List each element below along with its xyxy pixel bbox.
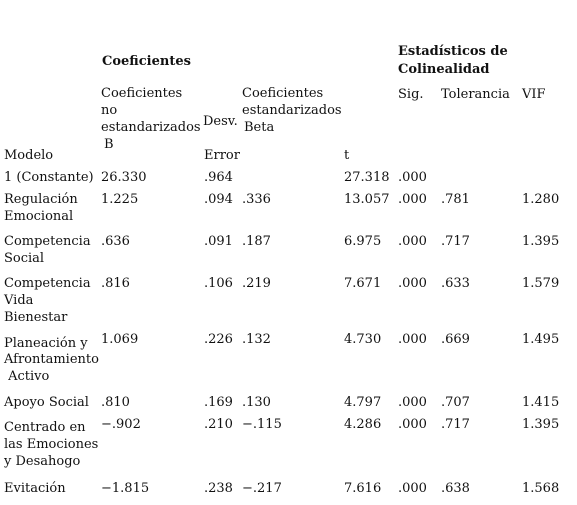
cell-vif: 1.415 — [522, 395, 560, 410]
cell-tolerancia: .638 — [441, 481, 470, 496]
desv-header: Desv. — [203, 114, 238, 129]
cell-error: .094 — [204, 192, 233, 207]
column-b-header: B — [104, 137, 114, 152]
cell-vif: 1.395 — [522, 417, 560, 432]
cell-b: .636 — [101, 234, 130, 249]
cell-vif: 1.579 — [522, 276, 560, 291]
cell-b: 26.330 — [101, 170, 147, 185]
cell-sig: .000 — [398, 417, 427, 432]
no-estandarizados-line3: estandarizados — [101, 120, 201, 135]
cell-tolerancia: .717 — [441, 417, 470, 432]
cell-error: .238 — [204, 481, 233, 496]
cell-t: 4.797 — [344, 395, 382, 410]
row-label: Vida — [4, 293, 34, 308]
cell-beta: .130 — [242, 395, 271, 410]
row-label: y Desahogo — [4, 454, 81, 469]
cell-tolerancia: .633 — [441, 276, 470, 291]
cell-beta: −.115 — [242, 417, 282, 432]
cell-sig: .000 — [398, 170, 427, 185]
cell-sig: .000 — [398, 332, 427, 347]
cell-sig: .000 — [398, 276, 427, 291]
cell-tolerancia: .781 — [441, 192, 470, 207]
cell-sig: .000 — [398, 481, 427, 496]
no-estandarizados-line2: no — [101, 103, 118, 118]
cell-b: −.902 — [101, 417, 141, 432]
row-label: Centrado en — [4, 420, 86, 435]
estandarizados-line2: estandarizados — [242, 103, 342, 118]
cell-error: .210 — [204, 417, 233, 432]
row-label: Competencia — [4, 276, 91, 291]
sig-header: Sig. — [398, 87, 424, 102]
cell-sig: .000 — [398, 234, 427, 249]
cell-vif: 1.280 — [522, 192, 560, 207]
beta-header: Beta — [244, 120, 275, 135]
cell-vif: 1.495 — [522, 332, 560, 347]
row-label: Planeación y — [4, 336, 88, 351]
cell-b: .816 — [101, 276, 130, 291]
row-label: Social — [4, 251, 45, 266]
cell-sig: .000 — [398, 395, 427, 410]
row-label: Emocional — [4, 209, 74, 224]
row-label: Activo — [4, 369, 50, 384]
cell-b: .810 — [101, 395, 130, 410]
cell-b: 1.225 — [101, 192, 139, 207]
estadisticos-header-line2: Colinealidad — [398, 62, 490, 77]
cell-t: 13.057 — [344, 192, 390, 207]
row-label: Regulación — [4, 192, 78, 207]
cell-vif: 1.395 — [522, 234, 560, 249]
row-label: las Emociones — [4, 437, 99, 452]
cell-t: 7.671 — [344, 276, 382, 291]
cell-error: .106 — [204, 276, 233, 291]
cell-vif: 1.568 — [522, 481, 560, 496]
modelo-header: Modelo — [4, 148, 54, 163]
cell-beta: .219 — [242, 276, 271, 291]
tolerancia-header: Tolerancia — [441, 87, 510, 102]
row-label: Afrontamiento — [4, 352, 99, 367]
cell-error: .226 — [204, 332, 233, 347]
cell-beta: −.217 — [242, 481, 282, 496]
row-label: Bienestar — [4, 310, 68, 325]
cell-error: .964 — [204, 170, 233, 185]
no-estandarizados-line1: Coeficientes — [101, 86, 183, 101]
cell-t: 4.730 — [344, 332, 382, 347]
cell-sig: .000 — [398, 192, 427, 207]
cell-tolerancia: .669 — [441, 332, 470, 347]
cell-error: .169 — [204, 395, 233, 410]
cell-error: .091 — [204, 234, 233, 249]
row-label: Competencia — [4, 234, 91, 249]
row-label: Evitación — [4, 481, 66, 496]
cell-tolerancia: .707 — [441, 395, 470, 410]
error-header: Error — [204, 148, 240, 163]
row-label: 1 (Constante) — [4, 170, 94, 185]
coeficientes-header: Coeficientes — [102, 54, 191, 69]
cell-t: 27.318 — [344, 170, 390, 185]
cell-t: 7.616 — [344, 481, 382, 496]
row-label: Apoyo Social — [4, 395, 89, 410]
cell-beta: .187 — [242, 234, 271, 249]
cell-b: 1.069 — [101, 332, 139, 347]
cell-t: 6.975 — [344, 234, 382, 249]
vif-header: VIF — [522, 87, 546, 102]
cell-b: −1.815 — [101, 481, 150, 496]
cell-t: 4.286 — [344, 417, 382, 432]
cell-beta: .132 — [242, 332, 271, 347]
cell-beta: .336 — [242, 192, 271, 207]
t-header: t — [344, 148, 350, 163]
estadisticos-header-line1: Estadísticos de — [398, 44, 508, 59]
estandarizados-line1: Coeficientes — [242, 86, 324, 101]
cell-tolerancia: .717 — [441, 234, 470, 249]
